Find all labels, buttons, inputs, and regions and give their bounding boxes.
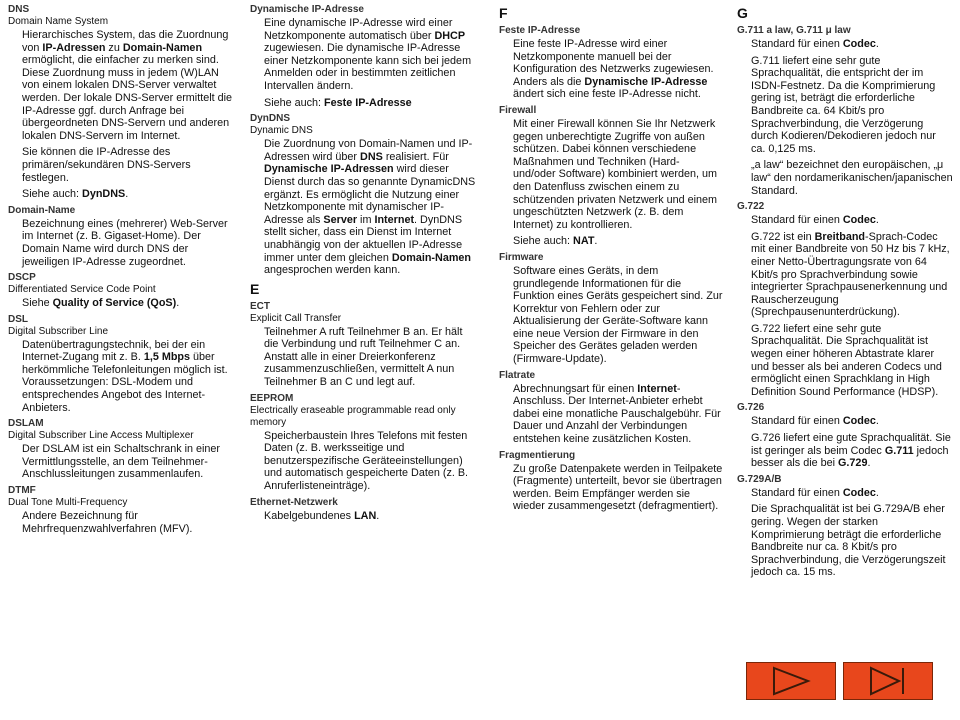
- section-letter: F: [499, 5, 508, 21]
- glossary-term: DSLAM: [8, 418, 44, 430]
- play-triangle-icon: [770, 666, 812, 696]
- definition-paragraph: [264, 138, 476, 277]
- text-run: Hierarchisches System, das die Zuordnung von: [22, 29, 229, 54]
- term-expansion: Domain Name System: [8, 16, 109, 27]
- text-run: .: [875, 214, 879, 227]
- definition-text: [513, 118, 724, 248]
- glossary-term: Feste IP-Adresse: [499, 25, 581, 36]
- text-run: über herkömmliche Telefonleitungen möglich ist. Voraussetzungen: DSL-Modem und entsprechendes Angebot des Internet-Anbieters.: [22, 351, 228, 414]
- term-expansion: Explicit Call Transfer: [250, 312, 342, 324]
- glossary-term: DTMF: [8, 485, 36, 497]
- glossary-entry: [499, 105, 724, 248]
- skip-to-end-icon: [867, 666, 909, 696]
- definition-paragraph: [513, 383, 724, 446]
- bold-term: LAN: [354, 509, 377, 522]
- text-run: -Sprach-Codec mit einer Bandbreite von 50 Hz bis 7 kHz, einer Netto-Übertragungsrate von 64 Kbit/s pro Sprachverbindung sowie integrierter Sprachpausenerkennung und Rauscherzeugung (Sprechpausenunterdrückung).: [751, 230, 950, 319]
- glossary-term: DSL: [8, 313, 28, 325]
- bold-term: Internet: [637, 382, 677, 395]
- glossary-term: G.722: [737, 201, 765, 213]
- bold-term: DynDNS: [82, 188, 126, 201]
- definition-text: [751, 214, 953, 398]
- bold-term: Codec: [842, 415, 876, 428]
- term-expansion: Differentiated Service Code Point: [8, 284, 156, 296]
- definition-text: [22, 339, 238, 415]
- text-run: Andere Bezeichnung für Mehrfrequenzwahlverfahren (MFV).: [22, 510, 193, 535]
- definition-text: [22, 29, 238, 201]
- bold-term: Feste IP-Adresse: [324, 96, 412, 109]
- text-run: Eine feste IP-Adresse wird einer Netzkomponente manuell bei der Konfiguration des Netzwerks zugewiesen. Anders als die: [513, 38, 714, 88]
- glossary-entry: [499, 252, 724, 366]
- text-run: G.722 ist ein: [751, 230, 815, 243]
- definition-paragraph: [264, 326, 476, 389]
- definition-paragraph: [22, 339, 238, 415]
- glossary-term: G.729A/B: [737, 473, 782, 485]
- definition-text: [22, 443, 238, 481]
- text-run: Abrechnungsart für einen: [513, 382, 638, 395]
- glossary-term: Domain-Name: [8, 204, 76, 216]
- definition-paragraph: [22, 443, 238, 481]
- glossary-entry: [250, 497, 476, 523]
- definition-text: [751, 415, 953, 469]
- term-expansion: Digital Subscriber Line Access Multiplexer: [8, 430, 194, 442]
- definition-text: [264, 430, 476, 493]
- glossary-term: Firmware: [499, 251, 544, 263]
- definition-text: [264, 138, 476, 277]
- definition-paragraph: [751, 503, 953, 579]
- text-run: . DynDNS stellt sicher, dass ein Dienst im Internet unabhängig von der aktuellen IP-Adresse immer unter dem gleichen: [264, 213, 463, 264]
- bold-term: NAT: [573, 235, 595, 248]
- definition-paragraph: [751, 487, 953, 500]
- text-run: realisiert. Für: [382, 150, 449, 163]
- text-run: Eine dynamische IP-Adresse wird einer Netzkomponente automatisch über: [264, 17, 453, 42]
- text-run: .: [176, 297, 180, 310]
- glossary-column-3: [499, 4, 724, 517]
- glossary-entry: [737, 25, 953, 197]
- definition-text: [513, 265, 724, 366]
- bold-term: IP-Adressen: [42, 41, 106, 54]
- bold-term: DHCP: [434, 29, 466, 42]
- text-run: zugewiesen. Die dynamische IP-Adresse einer Netzkomponente kann sich bei jedem Anmelden oder in bestimmten zeitlichen Intervallen ändern.: [264, 42, 472, 92]
- definition-paragraph: [513, 118, 724, 231]
- text-run: im: [357, 213, 375, 226]
- text-run: Siehe auch:: [264, 96, 325, 109]
- definition-paragraph: [264, 17, 476, 93]
- bold-term: Codec: [842, 38, 876, 50]
- definition-text: [22, 218, 238, 268]
- term-expansion: Electrically eraseable programmable read only memory: [250, 404, 456, 428]
- glossary-entry: [737, 402, 953, 469]
- text-run: .: [875, 486, 879, 499]
- definition-paragraph: [751, 38, 953, 51]
- last-page-button[interactable]: [843, 662, 933, 700]
- bold-term: Domain-Namen: [122, 41, 203, 54]
- glossary-entry: [8, 4, 238, 201]
- bold-term: Breitband: [814, 230, 866, 243]
- section-letter: G: [737, 5, 748, 21]
- bold-term: G.711: [884, 444, 914, 457]
- text-run: Sie können die IP-Adresse des primären/sekundären DNS-Servers festlegen.: [22, 146, 191, 184]
- glossary-entry: [499, 25, 724, 101]
- text-run: Mit einer Firewall können Sie Ihr Netzwerk gegen unberechtigte Zugriffe von außen schützen. Dabei können verschiedene Maßnahmen und Techniken (Hard- und/oder Software) kombiniert werden, um den Datenfluss zwischen einem zu schützenden privaten Netzwerk und einem ungeschützten Netzwerk (z. B. dem Internet) zu kontrollieren.: [513, 117, 718, 231]
- text-run: G.726 liefert eine gute Sprachqualität. Sie ist geringer als beim Codec: [751, 432, 951, 457]
- text-run: Kabelgebundenes: [264, 509, 355, 522]
- glossary-term: DNS: [8, 4, 30, 15]
- definition-paragraph: [513, 463, 724, 513]
- glossary-entry: [250, 301, 476, 389]
- glossary-column-4: [737, 4, 953, 583]
- bold-term: Internet: [374, 213, 415, 226]
- definition-paragraph: [22, 188, 238, 201]
- glossary-term: Flatrate: [499, 369, 536, 381]
- bold-term: Domain-Namen: [391, 251, 472, 264]
- glossary-entry: [499, 370, 724, 446]
- text-run: Standard für einen: [751, 486, 843, 499]
- definition-paragraph: [751, 55, 953, 156]
- glossary-entry: [8, 314, 238, 415]
- bold-term: Quality of Service (QoS): [52, 297, 177, 310]
- glossary-term: Fragmentierung: [499, 449, 576, 461]
- text-run: G.711 liefert eine sehr gute Sprachqualität, die entspricht der im ISDN-Festnetz. Da die Komprimierung gering ist, beträgt die erforderliche Bandbreite ca. 64 Kbit/s pro Sprachverbindung, die Verzögerung durch Kodieren/Dekodieren jedoch nur ca. 0,125 ms.: [751, 54, 936, 155]
- glossary-term: DynDNS: [250, 113, 291, 125]
- definition-text: [264, 510, 476, 523]
- definition-paragraph: [751, 323, 953, 399]
- text-run: Speicherbaustein Ihres Telefons mit festen Daten (z. B. werksseitige und benutzerspezifische Geräteeinstellungen) und automatisch gespeicherte Daten (z. B. Anruferlisteneinträge).: [264, 429, 469, 493]
- definition-paragraph: [264, 510, 476, 523]
- definition-text: [751, 487, 953, 579]
- text-run: Siehe auch:: [22, 188, 83, 201]
- definition-paragraph: [751, 231, 953, 319]
- definition-paragraph: [22, 297, 238, 310]
- text-run: ermöglicht, die einfacher zu merken sind. Diese Zuordnung muss in jedem (W)LAN von einem lokalen DNS-Server verwaltet werden. Der lokale DNS-Server ermittelt die IP-Adresse ggf. durch Anfrage bei übergeordneten DNS-Servern und anderen lokalen DNS-Servern im Internet.: [22, 54, 233, 142]
- text-run: Siehe: [22, 297, 53, 310]
- text-run: Die Zuordnung von Domain-Namen und IP-Adressen wird über: [264, 138, 473, 163]
- definition-text: [264, 326, 476, 389]
- glossary-entry: [8, 272, 238, 310]
- term-expansion: Dynamic DNS: [250, 125, 313, 137]
- glossary-entry: [8, 485, 238, 535]
- glossary-entry: [8, 205, 238, 268]
- definition-paragraph: [22, 29, 238, 142]
- glossary-term: Firewall: [499, 104, 537, 116]
- glossary-term: EEPROM: [250, 392, 294, 404]
- glossary-term: ECT: [250, 300, 270, 312]
- bold-term: 1,5 Mbps: [143, 351, 191, 364]
- definition-paragraph: [751, 214, 953, 227]
- glossary-entry: [250, 4, 476, 109]
- bold-term: Dynamische IP-Adresse: [584, 75, 708, 88]
- text-run: .: [875, 415, 879, 428]
- bold-term: Codec: [842, 486, 876, 499]
- text-run: Standard für einen: [751, 38, 843, 50]
- definition-text: [513, 383, 724, 446]
- glossary-entry: [737, 201, 953, 398]
- glossary-term: G.726: [737, 402, 765, 414]
- glossary-term: Dynamische IP-Adresse: [250, 4, 364, 15]
- text-run: Bezeichnung eines (mehrerer) Web-Server im Internet (z. B. Gigaset-Home). Der Domain Name wird durch DNS der jeweiligen IP-Adresse zugeordnet.: [22, 217, 228, 268]
- text-run: Siehe auch:: [513, 235, 574, 248]
- text-run: wird dieser Dienst durch das so genannte DynamicDNS ergänzt. Es ermöglicht die Nutzung einer Netzkomponente mit dynamischer IP-Adresse als: [264, 163, 476, 226]
- glossary-entry: [8, 418, 238, 481]
- definition-text: [264, 17, 476, 109]
- text-run: Software eines Geräts, in dem grundlegende Informationen für die Funktion eines Geräts gespeichert sind. Zur Korrektur von Fehlern oder zur Aktualisierung der Geräte-Software kann eine neue Version der Firmware in den Speicher des Gerätes geladen werden (Firmware-Update).: [513, 264, 723, 366]
- glossary-term: Ethernet-Netzwerk: [250, 496, 338, 508]
- glossary-column-2: [250, 4, 476, 526]
- definition-text: [751, 38, 953, 197]
- text-run: angesprochen werden kann.: [264, 264, 401, 277]
- definition-paragraph: [751, 159, 953, 197]
- glossary-entry: [737, 474, 953, 579]
- bold-term: G.729: [838, 457, 868, 470]
- definition-paragraph: [751, 415, 953, 428]
- text-run: .: [867, 457, 871, 470]
- definition-paragraph: [751, 432, 953, 470]
- glossary-column-1: [8, 4, 238, 539]
- definition-paragraph: [513, 265, 724, 366]
- text-run: Die Sprachqualität ist bei G.729A/B eher gering. Wegen der starken Komprimierung beträgt die erforderliche Bandbreite nur ca. 8 Kbit/s pro Sprachverbindung, die Verzögerungszeit jedoch ca. 15 ms.: [751, 503, 946, 579]
- text-run: Teilnehmer A ruft Teilnehmer B an. Er hält die Verbindung und ruft Teilnehmer C an. Anstatt alle in einer Dreierkonferenz zusammenzuschließen, vermittelt A nun Teilnehmer B an C und legt auf.: [264, 325, 463, 389]
- glossary-term: DSCP: [8, 272, 36, 284]
- text-run: Standard für einen: [751, 415, 843, 428]
- text-run: G.722 liefert eine sehr gute Sprachqualität. Die Sprachqualität ist wegen einer höheren Abtastrate klarer und besser als bei anderen Codecs und ermöglicht einen Sprachklang in High Definition Sound Performance (HDSP).: [751, 322, 942, 398]
- term-expansion: Digital Subscriber Line: [8, 325, 109, 337]
- definition-text: [513, 463, 724, 513]
- text-run: „a law“ bezeichnet den europäischen, „μ law“ den nordamerikanischen/japanischen Standard.: [751, 159, 953, 197]
- bold-term: Server: [323, 213, 358, 226]
- text-run: .: [376, 509, 380, 522]
- text-run: .: [875, 38, 879, 50]
- section-letter: E: [250, 280, 260, 297]
- next-page-button[interactable]: [746, 662, 836, 700]
- definition-paragraph: [22, 510, 238, 535]
- definition-paragraph: [513, 38, 724, 101]
- text-run: jedoch besser als die bei: [751, 444, 949, 470]
- text-run: .: [125, 188, 129, 201]
- definition-text: [513, 38, 724, 101]
- definition-text: [22, 510, 238, 535]
- definition-paragraph: [264, 430, 476, 493]
- bold-term: DNS: [360, 150, 383, 163]
- glossary-entry: [499, 450, 724, 513]
- definition-text: [22, 297, 238, 310]
- text-run: -Anschluss. Der Internet-Anbieter erhebt dabei eine monatliche Pauschalgebühr. Für Dauer und Anzahl der Verbindungen entstehen keine zusätzlichen Kosten.: [513, 382, 721, 446]
- definition-paragraph: [22, 146, 238, 184]
- text-run: Datenübertragungstechnik, bei der ein Internet-Zugang mit z. B.: [22, 338, 206, 364]
- text-run: Der DSLAM ist ein Schaltschrank in einer Vermittlungsstelle, an dem Teilnehmer-Anschlussleitungen zusammenlaufen.: [22, 443, 221, 481]
- term-expansion: Dual Tone Multi-Frequency: [8, 497, 128, 509]
- glossary-term: G.711 a law, G.711 μ law: [737, 25, 851, 36]
- text-run: .: [594, 235, 598, 248]
- glossary-entry: [250, 393, 476, 493]
- bold-term: Codec: [842, 214, 876, 227]
- glossary-entry: [250, 113, 476, 277]
- definition-paragraph: [513, 235, 724, 248]
- bold-term: Dynamische IP-Adressen: [264, 163, 394, 176]
- definition-paragraph: [22, 218, 238, 268]
- definition-paragraph: [264, 97, 476, 110]
- text-run: ändert sich eine feste IP-Adresse nicht.: [513, 88, 701, 101]
- text-run: zu: [105, 41, 123, 54]
- text-run: Standard für einen: [751, 214, 843, 227]
- text-run: Zu große Datenpakete werden in Teilpakete (Fragmente) unterteilt, bevor sie übertragen werden. Beim Empfänger werden sie wieder zusammengesetzt (defragmentiert).: [513, 462, 723, 513]
